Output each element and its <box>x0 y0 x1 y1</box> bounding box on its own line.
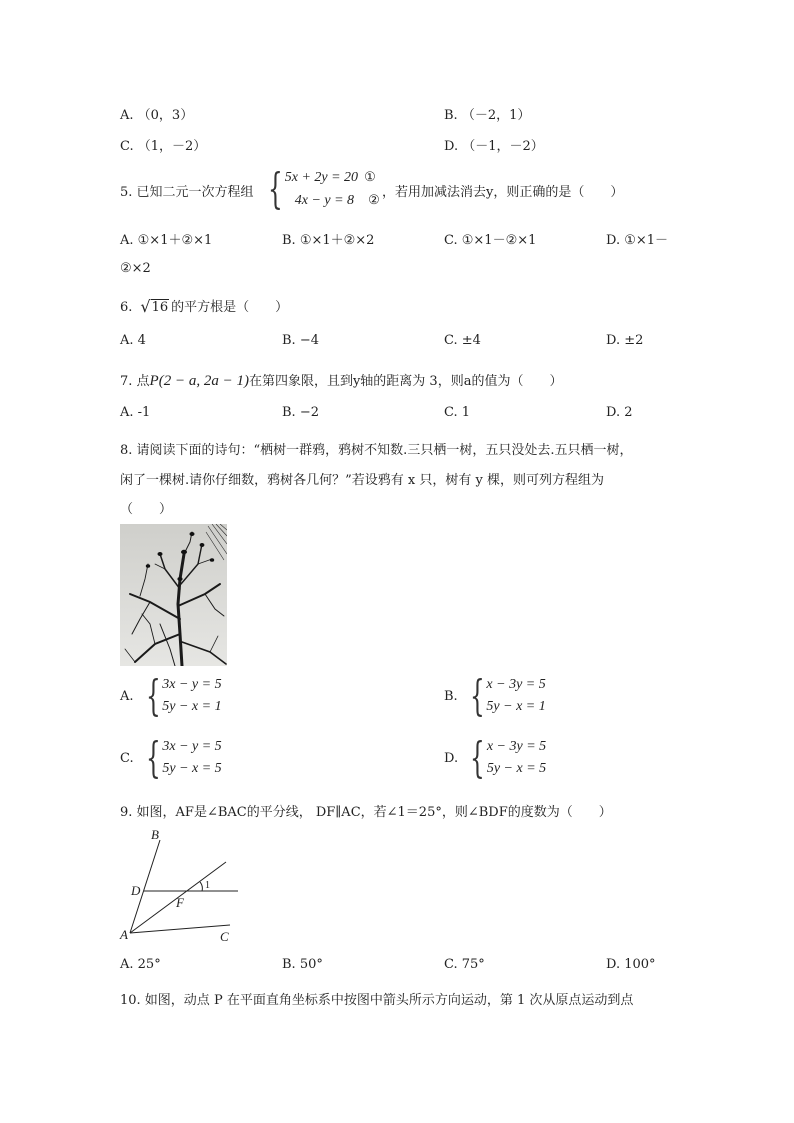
q8-option-d-label: D. <box>444 750 459 766</box>
q6-stem <box>120 296 288 315</box>
q8-option-a-eq1: 3x − y = 5 <box>162 677 222 692</box>
q6-option-d: D. ±2 <box>606 333 644 348</box>
brace-icon: { <box>469 671 485 720</box>
label-angle-1: 1 <box>205 880 210 891</box>
q5-option-a: A. ①×1＋②×1 <box>120 233 213 248</box>
q8-option-c-eq1: 3x − y = 5 <box>162 739 222 754</box>
q10-stem: 10. 如图，动点 P 在平面直角坐标系中按图中箭头所示方向运动，第 1 次从原点运动到点 <box>120 993 634 1008</box>
q9-option-b: B. 50° <box>282 957 323 972</box>
q6-number: 6. <box>120 300 133 315</box>
q8-option-b-label: B. <box>444 688 458 704</box>
q9-stem: 9. 如图，AF是∠BAC的平分线， DF∥AC，若∠1＝25°，则∠BDF的度数为（ ） <box>120 805 612 820</box>
q5-option-d: D. ①×1－ <box>606 233 669 248</box>
q8-option-c <box>120 733 222 782</box>
q5-eq2: 4x − y = 8 <box>294 193 355 208</box>
crows-tree-photo <box>120 524 227 666</box>
q8-option-b-eq1: x − 3y = 5 <box>486 677 546 692</box>
label-f: F <box>176 895 184 910</box>
q5-eq1: 5x + 2y = 20 <box>284 170 359 185</box>
q8-option-d-eq1: x − 3y = 5 <box>486 739 547 754</box>
brace-icon: { <box>145 671 161 720</box>
q6-sqrt <box>140 299 169 315</box>
label-d: D <box>131 883 141 898</box>
q4-option-c: C. （1，－2） <box>120 139 207 154</box>
q6-option-c: C. ±4 <box>444 333 481 348</box>
label-a: A <box>120 927 128 942</box>
q8-line-2: 闲了一棵树.请你仔细数，鸦树各几何？”若设鸦有 x 只，树有 y 棵，则可列方程组为 <box>120 473 604 488</box>
q8-option-c-eq2: 5y − x = 5 <box>162 761 222 776</box>
q8-option-b-eq2: 5y − x = 1 <box>486 699 546 714</box>
q5-option-c: C. ①×1－②×1 <box>444 233 537 248</box>
q8-option-b <box>444 671 546 720</box>
q7-option-d: D. 2 <box>606 405 633 420</box>
q4-option-a: A. （0，3） <box>120 108 194 123</box>
label-c: C <box>220 929 229 944</box>
q8-option-a <box>120 671 222 720</box>
q8-line-1: 8. 请阅读下面的诗句：“栖树一群鸦，鸦树不知数.三只栖一树，五只没处去.五只栖一树， <box>120 443 633 458</box>
angle-bisector-figure <box>118 825 243 947</box>
q6-option-a: A. 4 <box>120 333 146 348</box>
brace-icon: { <box>145 733 161 782</box>
q5-eq1-tag: ① <box>364 169 376 184</box>
q5-option-b: B. ①×1＋②×2 <box>282 233 375 248</box>
q7-option-b: B. −2 <box>282 405 319 420</box>
sqrt-icon: √ <box>140 297 151 316</box>
q4-option-d: D. （－1，－2） <box>444 139 544 154</box>
q4-option-b: B. （－2，1） <box>444 108 531 123</box>
line-ac <box>130 925 230 933</box>
q9-option-d: D. 100° <box>606 957 656 972</box>
q7-middle: 在第四象限，且到y轴的距离为 3，则a的值为（ ） <box>248 374 563 389</box>
q8-option-a-label: A. <box>120 688 134 704</box>
q7-point: P(2 − a, 2a − 1) <box>149 373 249 389</box>
q8-option-a-eq2: 5y − x = 1 <box>162 699 222 714</box>
q8-option-c-label: C. <box>120 750 134 766</box>
q8-option-d <box>444 733 547 782</box>
q7-prefix: 7. 点 <box>120 374 150 389</box>
q8-option-d-eq2: 5y − x = 5 <box>486 761 547 776</box>
q5-prefix: 5. 已知二元一次方程组 <box>120 185 254 200</box>
q5-suffix: ，若用加减法消去y，则正确的是（ ） <box>382 185 624 200</box>
brace-icon: { <box>268 164 283 213</box>
q6-option-b: B. −4 <box>282 333 319 348</box>
q6-suffix: 的平方根是（ ） <box>171 300 289 315</box>
q7-option-a: A. -1 <box>120 405 151 420</box>
q5-option-d-continued: ②×2 <box>120 261 151 276</box>
q9-option-a: A. 25° <box>120 957 161 972</box>
q7-stem <box>120 370 562 390</box>
q5-eq2-tag: ② <box>368 192 380 207</box>
q7-option-c: C. 1 <box>444 405 471 420</box>
brace-icon: { <box>470 733 485 782</box>
label-b: B <box>151 827 159 842</box>
q9-option-c: C. 75° <box>444 957 485 972</box>
q5-equation-system <box>262 166 380 212</box>
angle-1-arc <box>200 882 202 891</box>
q8-line-3: （ ） <box>120 502 173 517</box>
q6-radicand: 16 <box>151 300 169 315</box>
